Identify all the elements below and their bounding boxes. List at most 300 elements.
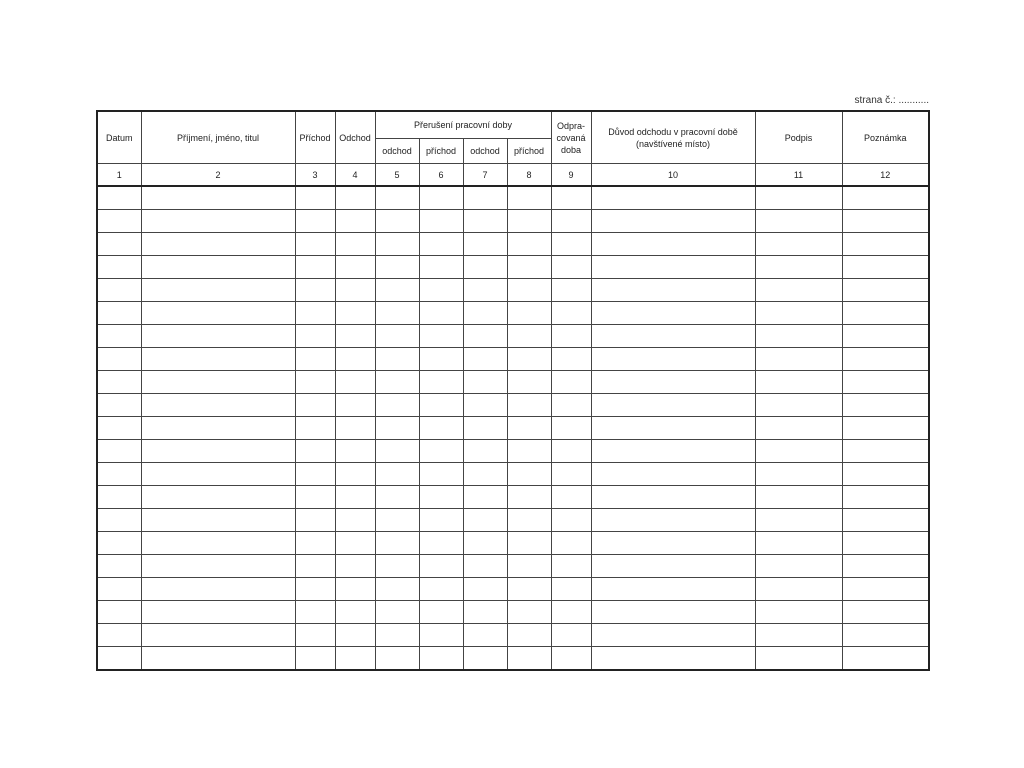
table-cell[interactable] <box>97 532 141 555</box>
table-cell[interactable] <box>507 647 551 671</box>
table-cell[interactable] <box>842 486 929 509</box>
table-cell[interactable] <box>507 371 551 394</box>
table-cell[interactable] <box>507 302 551 325</box>
table-cell[interactable] <box>507 624 551 647</box>
table-cell[interactable] <box>755 578 842 601</box>
table-cell[interactable] <box>295 647 335 671</box>
table-cell[interactable] <box>842 417 929 440</box>
table-cell[interactable] <box>463 463 507 486</box>
table-cell[interactable] <box>842 302 929 325</box>
table-cell[interactable] <box>375 371 419 394</box>
table-cell[interactable] <box>507 532 551 555</box>
table-cell[interactable] <box>295 256 335 279</box>
table-cell[interactable] <box>419 440 463 463</box>
table-cell[interactable] <box>591 371 755 394</box>
table-cell[interactable] <box>842 509 929 532</box>
table-cell[interactable] <box>507 210 551 233</box>
table-cell[interactable] <box>335 463 375 486</box>
header-duvod-line: Důvod odchodu v pracovní době <box>608 126 738 137</box>
table-cell[interactable] <box>551 624 591 647</box>
table-cell[interactable] <box>551 233 591 256</box>
table-cell[interactable] <box>375 302 419 325</box>
table-cell[interactable] <box>335 302 375 325</box>
table-cell[interactable] <box>335 509 375 532</box>
table-cell[interactable] <box>463 348 507 371</box>
table-cell[interactable] <box>97 210 141 233</box>
table-cell[interactable] <box>295 486 335 509</box>
table-cell[interactable] <box>419 186 463 210</box>
table-cell[interactable] <box>755 256 842 279</box>
table-cell[interactable] <box>375 532 419 555</box>
table-row <box>97 348 929 371</box>
table-cell[interactable] <box>551 186 591 210</box>
column-number: 9 <box>551 164 591 187</box>
column-number: 6 <box>419 164 463 187</box>
table-row <box>97 624 929 647</box>
table-row <box>97 394 929 417</box>
table-row <box>97 578 929 601</box>
attendance-form-table <box>96 110 930 671</box>
table-cell[interactable] <box>97 348 141 371</box>
table-cell[interactable] <box>419 279 463 302</box>
table-cell[interactable] <box>419 578 463 601</box>
table-cell[interactable] <box>141 186 295 210</box>
table-cell[interactable] <box>591 417 755 440</box>
table-cell[interactable] <box>463 555 507 578</box>
header-preruseni-odchod: odchod <box>375 139 419 164</box>
table-row <box>97 325 929 348</box>
table-cell[interactable] <box>97 417 141 440</box>
table-cell[interactable] <box>463 624 507 647</box>
table-cell[interactable] <box>551 578 591 601</box>
table-cell[interactable] <box>463 509 507 532</box>
table-cell[interactable] <box>591 509 755 532</box>
table-cell[interactable] <box>842 555 929 578</box>
table-cell[interactable] <box>507 555 551 578</box>
table-cell[interactable] <box>419 417 463 440</box>
table-cell[interactable] <box>141 532 295 555</box>
table-cell[interactable] <box>97 647 141 671</box>
column-number: 7 <box>463 164 507 187</box>
table-cell[interactable] <box>141 233 295 256</box>
table-cell[interactable] <box>755 647 842 671</box>
table-cell[interactable] <box>551 210 591 233</box>
table-cell[interactable] <box>551 601 591 624</box>
table-cell[interactable] <box>141 486 295 509</box>
table-cell[interactable] <box>97 601 141 624</box>
table-cell[interactable] <box>507 394 551 417</box>
table-cell[interactable] <box>842 186 929 210</box>
table-row <box>97 486 929 509</box>
table-cell[interactable] <box>141 555 295 578</box>
table-cell[interactable] <box>419 256 463 279</box>
table-cell[interactable] <box>97 325 141 348</box>
table-cell[interactable] <box>97 279 141 302</box>
table-cell[interactable] <box>97 233 141 256</box>
table-cell[interactable] <box>335 440 375 463</box>
table-cell[interactable] <box>591 532 755 555</box>
table-cell[interactable] <box>755 210 842 233</box>
table-cell[interactable] <box>842 647 929 671</box>
table-cell[interactable] <box>295 325 335 348</box>
table-row <box>97 417 929 440</box>
table-cell[interactable] <box>375 233 419 256</box>
table-cell[interactable] <box>295 463 335 486</box>
table-cell[interactable] <box>419 624 463 647</box>
table-row <box>97 532 929 555</box>
table-cell[interactable] <box>551 325 591 348</box>
table-cell[interactable] <box>375 555 419 578</box>
table-cell[interactable] <box>551 256 591 279</box>
table-cell[interactable] <box>335 279 375 302</box>
table-cell[interactable] <box>335 325 375 348</box>
table-cell[interactable] <box>419 371 463 394</box>
table-cell[interactable] <box>335 210 375 233</box>
table-cell[interactable] <box>295 417 335 440</box>
table-cell[interactable] <box>842 601 929 624</box>
table-cell[interactable] <box>463 279 507 302</box>
table-cell[interactable] <box>335 417 375 440</box>
table-cell[interactable] <box>97 463 141 486</box>
table-cell[interactable] <box>97 371 141 394</box>
table-cell[interactable] <box>295 210 335 233</box>
table-cell[interactable] <box>295 394 335 417</box>
table-cell[interactable] <box>335 532 375 555</box>
table-cell[interactable] <box>375 348 419 371</box>
header-duvod <box>591 111 755 164</box>
table-cell[interactable] <box>463 440 507 463</box>
table-cell[interactable] <box>842 440 929 463</box>
table-cell[interactable] <box>295 186 335 210</box>
table-cell[interactable] <box>755 601 842 624</box>
column-number: 4 <box>335 164 375 187</box>
table-cell[interactable] <box>97 186 141 210</box>
table-cell[interactable] <box>591 279 755 302</box>
table-cell[interactable] <box>463 325 507 348</box>
table-cell[interactable] <box>141 210 295 233</box>
table-row <box>97 371 929 394</box>
table-cell[interactable] <box>375 186 419 210</box>
table-cell[interactable] <box>591 394 755 417</box>
table-cell[interactable] <box>551 302 591 325</box>
table-cell[interactable] <box>755 463 842 486</box>
table-cell[interactable] <box>591 647 755 671</box>
table-cell[interactable] <box>295 532 335 555</box>
table-cell[interactable] <box>755 509 842 532</box>
table-cell[interactable] <box>141 647 295 671</box>
table-cell[interactable] <box>375 647 419 671</box>
table-cell[interactable] <box>591 624 755 647</box>
table-cell[interactable] <box>97 394 141 417</box>
table-cell[interactable] <box>375 417 419 440</box>
table-cell[interactable] <box>141 256 295 279</box>
column-number: 5 <box>375 164 419 187</box>
table-cell[interactable] <box>551 371 591 394</box>
table-cell[interactable] <box>507 601 551 624</box>
table-cell[interactable] <box>375 509 419 532</box>
table-cell[interactable] <box>419 601 463 624</box>
table-cell[interactable] <box>591 555 755 578</box>
column-number: 11 <box>755 164 842 187</box>
table-cell[interactable] <box>419 647 463 671</box>
table-cell[interactable] <box>375 463 419 486</box>
table-cell[interactable] <box>375 440 419 463</box>
table-cell[interactable] <box>591 233 755 256</box>
table-cell[interactable] <box>97 440 141 463</box>
table-cell[interactable] <box>507 463 551 486</box>
table-cell[interactable] <box>97 509 141 532</box>
table-cell[interactable] <box>463 601 507 624</box>
header-prijmeni: Příjmení, jméno, titul <box>141 111 295 164</box>
table-cell[interactable] <box>842 279 929 302</box>
table-cell[interactable] <box>842 348 929 371</box>
table-cell[interactable] <box>842 325 929 348</box>
table-cell[interactable] <box>755 532 842 555</box>
table-row <box>97 279 929 302</box>
table-cell[interactable] <box>551 555 591 578</box>
table-cell[interactable] <box>551 440 591 463</box>
table-row <box>97 440 929 463</box>
table-cell[interactable] <box>591 578 755 601</box>
table-row <box>97 233 929 256</box>
table-cell[interactable] <box>295 601 335 624</box>
table-cell[interactable] <box>463 532 507 555</box>
table-cell[interactable] <box>591 210 755 233</box>
table-cell[interactable] <box>335 371 375 394</box>
table-cell[interactable] <box>295 302 335 325</box>
table-cell[interactable] <box>295 624 335 647</box>
table-cell[interactable] <box>755 624 842 647</box>
table-cell[interactable] <box>463 233 507 256</box>
table-cell[interactable] <box>375 601 419 624</box>
column-number: 12 <box>842 164 929 187</box>
table-cell[interactable] <box>591 601 755 624</box>
table-cell[interactable] <box>507 348 551 371</box>
table-cell[interactable] <box>141 325 295 348</box>
table-cell[interactable] <box>97 578 141 601</box>
table-row <box>97 256 929 279</box>
table-cell[interactable] <box>335 486 375 509</box>
table-cell[interactable] <box>463 186 507 210</box>
table-cell[interactable] <box>507 186 551 210</box>
table-cell[interactable] <box>842 624 929 647</box>
table-cell[interactable] <box>463 486 507 509</box>
table-cell[interactable] <box>141 279 295 302</box>
header-poznamka: Poznámka <box>842 111 929 164</box>
table-cell[interactable] <box>419 210 463 233</box>
table-cell[interactable] <box>755 486 842 509</box>
table-cell[interactable] <box>463 417 507 440</box>
table-cell[interactable] <box>419 394 463 417</box>
table-cell[interactable] <box>551 486 591 509</box>
table-cell[interactable] <box>755 348 842 371</box>
table-cell[interactable] <box>97 624 141 647</box>
table-cell[interactable] <box>419 509 463 532</box>
table-cell[interactable] <box>463 647 507 671</box>
table-row <box>97 555 929 578</box>
table-cell[interactable] <box>842 256 929 279</box>
table-cell[interactable] <box>551 532 591 555</box>
table-cell[interactable] <box>755 417 842 440</box>
table-cell[interactable] <box>295 233 335 256</box>
table-cell[interactable] <box>755 302 842 325</box>
table-cell[interactable] <box>375 279 419 302</box>
table-cell[interactable] <box>463 210 507 233</box>
table-cell[interactable] <box>335 555 375 578</box>
column-number: 1 <box>97 164 141 187</box>
table-cell[interactable] <box>335 601 375 624</box>
table-cell[interactable] <box>141 348 295 371</box>
table-cell[interactable] <box>419 302 463 325</box>
table-cell[interactable] <box>507 417 551 440</box>
header-prichod: Příchod <box>295 111 335 164</box>
page-number-label: strana č.: ........... <box>854 95 929 106</box>
table-cell[interactable] <box>295 555 335 578</box>
table-cell[interactable] <box>141 463 295 486</box>
table-cell[interactable] <box>755 233 842 256</box>
header-datum: Datum <box>97 111 141 164</box>
table-cell[interactable] <box>591 486 755 509</box>
header-row <box>97 111 929 139</box>
table-cell[interactable] <box>375 325 419 348</box>
table-cell[interactable] <box>551 394 591 417</box>
table-cell[interactable] <box>335 348 375 371</box>
table-cell[interactable] <box>419 233 463 256</box>
table-cell[interactable] <box>755 371 842 394</box>
table-cell[interactable] <box>141 371 295 394</box>
table-cell[interactable] <box>419 486 463 509</box>
table-cell[interactable] <box>507 279 551 302</box>
table-cell[interactable] <box>842 394 929 417</box>
header-preruseni-odchod: odchod <box>463 139 507 164</box>
table-cell[interactable] <box>335 394 375 417</box>
table-cell[interactable] <box>375 486 419 509</box>
header-duvod-line: (navštívené místo) <box>635 138 711 149</box>
table-cell[interactable] <box>591 348 755 371</box>
table-cell[interactable] <box>335 624 375 647</box>
table-cell[interactable] <box>591 302 755 325</box>
table-cell[interactable] <box>507 486 551 509</box>
table-cell[interactable] <box>842 463 929 486</box>
table-cell[interactable] <box>141 509 295 532</box>
table-cell[interactable] <box>295 348 335 371</box>
column-number: 2 <box>141 164 295 187</box>
table-cell[interactable] <box>755 325 842 348</box>
table-row <box>97 647 929 671</box>
table-cell[interactable] <box>507 325 551 348</box>
table-row <box>97 186 929 210</box>
table-cell[interactable] <box>842 371 929 394</box>
table-cell[interactable] <box>97 256 141 279</box>
table-cell[interactable] <box>551 348 591 371</box>
table-cell[interactable] <box>507 509 551 532</box>
header-preruseni-prichod: příchod <box>507 139 551 164</box>
table-cell[interactable] <box>591 256 755 279</box>
table-cell[interactable] <box>295 279 335 302</box>
table-cell[interactable] <box>295 371 335 394</box>
table-cell[interactable] <box>507 233 551 256</box>
header-odpracovana-line: Odpra- <box>556 120 585 131</box>
table-cell[interactable] <box>375 578 419 601</box>
table-cell[interactable] <box>419 555 463 578</box>
table-cell[interactable] <box>141 302 295 325</box>
table-cell[interactable] <box>591 325 755 348</box>
table-cell[interactable] <box>335 578 375 601</box>
table-cell[interactable] <box>97 486 141 509</box>
table-cell[interactable] <box>419 532 463 555</box>
table-cell[interactable] <box>141 440 295 463</box>
table-cell[interactable] <box>842 578 929 601</box>
table-cell[interactable] <box>463 394 507 417</box>
table-cell[interactable] <box>551 417 591 440</box>
table-cell[interactable] <box>419 463 463 486</box>
table-cell[interactable] <box>419 325 463 348</box>
table-cell[interactable] <box>419 348 463 371</box>
table-cell[interactable] <box>141 624 295 647</box>
table-cell[interactable] <box>141 578 295 601</box>
table-cell[interactable] <box>755 440 842 463</box>
table-cell[interactable] <box>551 279 591 302</box>
column-number: 8 <box>507 164 551 187</box>
header-odpracovana-line: doba <box>560 144 582 155</box>
table-cell[interactable] <box>842 233 929 256</box>
table-cell[interactable] <box>97 555 141 578</box>
table-cell[interactable] <box>335 186 375 210</box>
table-cell[interactable] <box>755 186 842 210</box>
table-cell[interactable] <box>463 371 507 394</box>
table-cell[interactable] <box>335 647 375 671</box>
header-podpis: Podpis <box>755 111 842 164</box>
table-cell[interactable] <box>335 256 375 279</box>
table-row <box>97 509 929 532</box>
table-cell[interactable] <box>375 256 419 279</box>
table-cell[interactable] <box>375 210 419 233</box>
table-cell[interactable] <box>141 417 295 440</box>
table-cell[interactable] <box>842 532 929 555</box>
table-cell[interactable] <box>97 302 141 325</box>
table-cell[interactable] <box>463 302 507 325</box>
table-body <box>97 186 929 670</box>
table-cell[interactable] <box>842 210 929 233</box>
table-cell[interactable] <box>507 578 551 601</box>
header-odpracovana <box>551 111 591 164</box>
column-number: 10 <box>591 164 755 187</box>
table-cell[interactable] <box>141 601 295 624</box>
table-cell[interactable] <box>141 394 295 417</box>
table-cell[interactable] <box>375 394 419 417</box>
table-cell[interactable] <box>507 440 551 463</box>
table-cell[interactable] <box>755 555 842 578</box>
table-cell[interactable] <box>551 509 591 532</box>
table-cell[interactable] <box>335 233 375 256</box>
table-cell[interactable] <box>591 463 755 486</box>
table-cell[interactable] <box>507 256 551 279</box>
table-cell[interactable] <box>755 394 842 417</box>
table-cell[interactable] <box>755 279 842 302</box>
table-cell[interactable] <box>375 624 419 647</box>
table-cell[interactable] <box>591 440 755 463</box>
table-cell[interactable] <box>295 578 335 601</box>
table-row <box>97 302 929 325</box>
table-cell[interactable] <box>551 463 591 486</box>
table-cell[interactable] <box>551 647 591 671</box>
table-cell[interactable] <box>463 256 507 279</box>
table-cell[interactable] <box>591 186 755 210</box>
table-cell[interactable] <box>463 578 507 601</box>
table-cell[interactable] <box>295 509 335 532</box>
table-cell[interactable] <box>295 440 335 463</box>
table-row <box>97 463 929 486</box>
